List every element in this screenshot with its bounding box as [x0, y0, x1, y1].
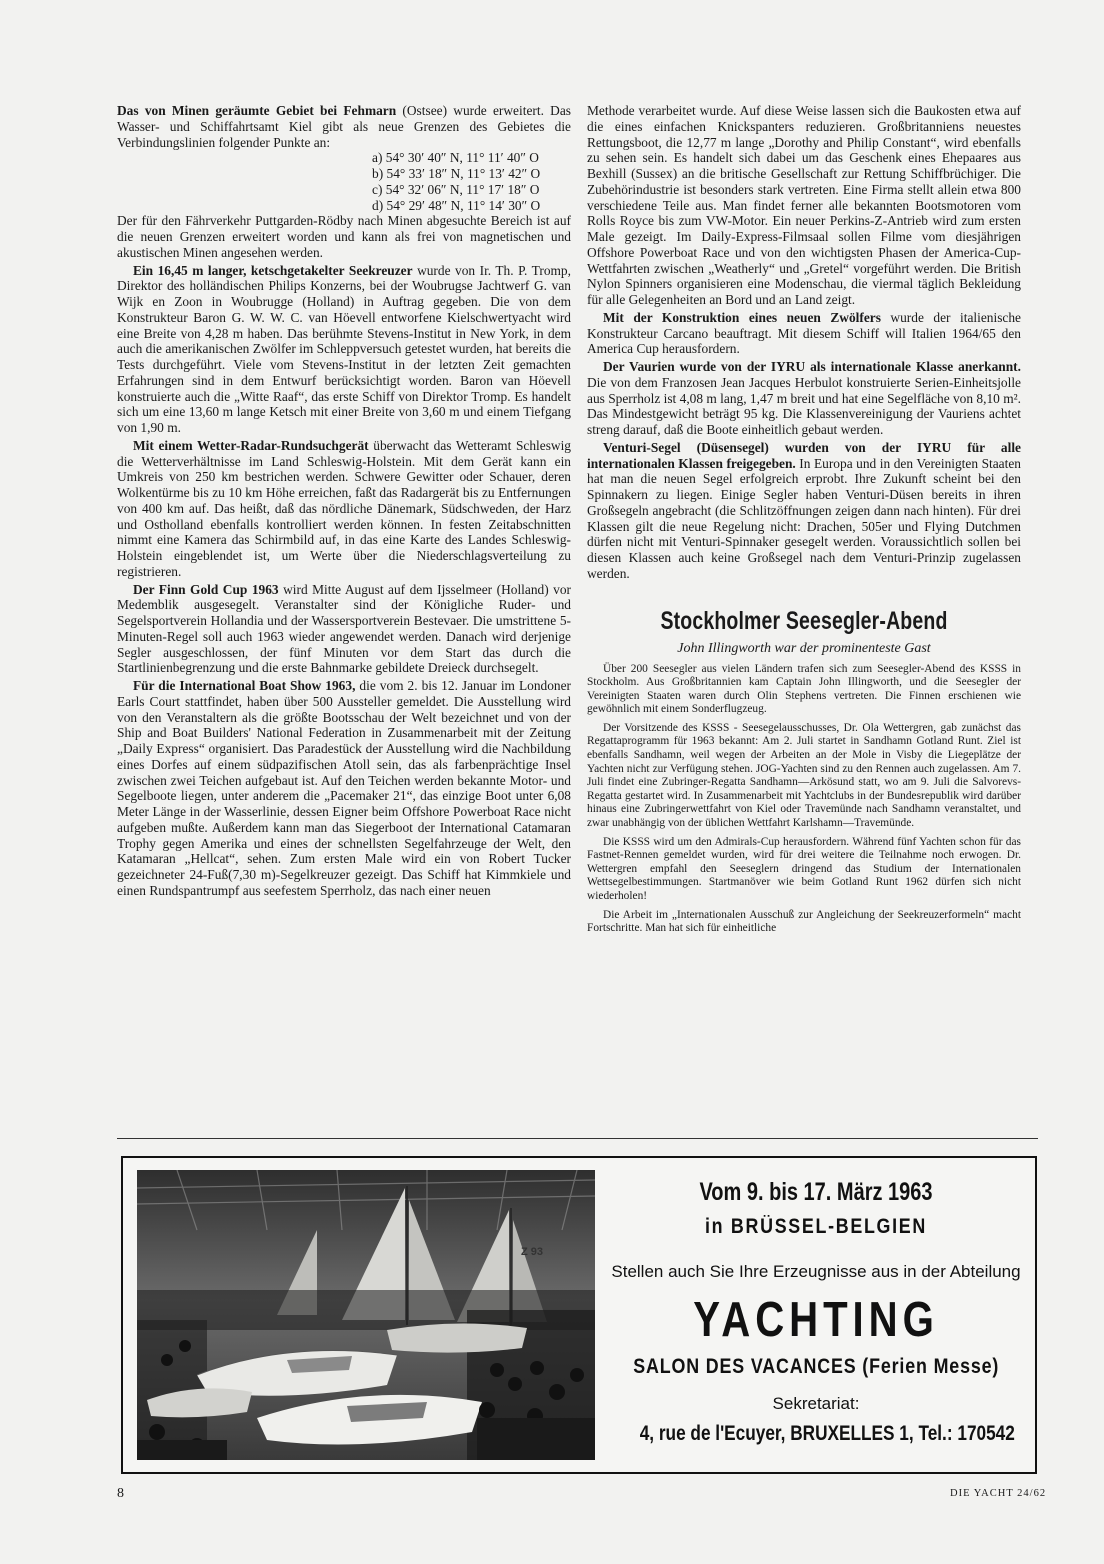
body-boat-show: die vom 2. bis 12. Januar im Londoner Earls Court stattfindet, haben über 500 Aussteller gemeldet. Die Ausstellung wird von den Veranstaltern als die größte Bootsschau der Welt bezeichnet und von der Ship and Boat Builders' National Federation in Zusammenarbeit mit der Zeitung „Daily Express“ organisiert. Das Paradestück der Ausstellung wird die Nachbildung eines Dorfes auf einem südpazifischen Atoll sein, das als farbenprächtige Insel zwischen zwei Teichen aufgebaut ist. Auf den Teichen werden bekannte Motor- und Segelboote liegen, unter anderem die „Pacemaker 21“, das einzige Boot unter 6,08 Meter Länge in der Wasserlinie, dessen Eigner beim Offshore Powerboat Race nicht aufgeben mußte. Außerdem kann man das Siegerboot der International Catamaran Trophy gegen Amerika und eines der schnellsten Segelfahrzeuge der Welt, den Katamaran „Hellcat“, sehen. Zum ersten Male wird ein von Robert Tucker gezeichneter 24-Fuß(7,30 m)-Segelkreuzer gezeigt. Das Schiff hat Kimmkiele und einen Rundspantrumpf aus seefestem Sperrholz, das nach einer neuen — [117, 678, 572, 898]
body-venturi: In Europa und in den Vereinigten Staaten hat man die neuen Segel erfolgreich erprobt. Ihre Zukunft scheint bei den Spinnakern zu liegen. Einige Segler haben Venturi-Düsen bereits in ihren Großsegeln angebracht (die Schlitzöffnungen zeigen dann nach hinten). Für drei Klassen gilt die neue Regelung nicht: Drachen, 505er und Flying Dutchmen dürfen nicht mit Venturi-Spinnaker gesegelt werden. Voraussichtlich sollen bei diesen Klassen auch keine Großsegel nach dem Venturi-Prinzip zugelassen werden. — [587, 455, 1021, 581]
boat-show-photo-drawing — [137, 1170, 595, 1460]
sail-marking: Z 93 — [521, 1246, 544, 1258]
ad-brand: YACHTING — [693, 1293, 939, 1347]
paragraph-seekreuzer — [117, 263, 571, 436]
coordinate-d: d) 54° 29′ 48″ N, 11° 14′ 30″ O — [372, 197, 541, 213]
ad-invite: Stellen auch Sie Ihre Erzeugnisse aus in der Abteilung — [611, 1262, 1021, 1281]
ad-secretariat-label: Sekretariat: — [772, 1394, 860, 1413]
article-paragraph: Die KSSS wird um den Admirals-Cup herausfordern. Während fünf Yachten schon für das Fastnet-Rennen gemeldet wurden, wird für drei weitere die Teilnahme noch erwogen. Dr. Wettergren empfahl den Seeseglern dringend das Studium der Internationalen Wettsegelbestimmungen. Startmanöver wie beim Gotland Runt 1962 dürfen sich nicht wiederholen! — [587, 835, 1021, 902]
article-paragraph: Über 200 Seesegler aus vielen Ländern trafen sich zum Seesegler-Abend des KSSS in Stockholm. Aus Großbritannien kam Captain John Illingworth, und die Seesegler der Vereinigten Staaten waren durch Olin Stephens vertreten. Die Finnen erschienen wie gewöhnlich mit einem Sonderflugzeug. — [587, 662, 1021, 716]
lead-in-wetter-radar: Mit einem Wetter-Radar-Rundsuchgerät — [133, 437, 369, 453]
coordinate-list — [372, 150, 571, 213]
article-body — [587, 663, 1021, 936]
paragraph-vaurien — [587, 359, 1021, 438]
paragraph-venturi — [587, 440, 1021, 582]
paragraph-boat-show — [117, 678, 571, 899]
boat-show-photo — [137, 1170, 595, 1460]
body-wetter-radar: überwacht das Wetteramt Schleswig die Wetterverhältnisse im Land Schleswig-Holstein. Mit dem Gerät kann ein Umkreis von 250 km bestrichen werden. Schwere Gewitter oder Schauer, deren Wolkentürme bis zu 10 km Höhe erreichen, faßt das Radargerät bis zu Entfernungen von 400 km auf. Das heißt, daß das nördliche Dänemark, Südschweden, der Harz und Ostholland ebenfalls kontrolliert werden können. In festen Zeitabschnitten nimmt eine Kamera das Schirmbild auf, in das eine Karte des Landes Schleswig-Holstein eingeblendet ist, um Werte über die Niederschlagsverteilung zu registrieren. — [117, 437, 571, 579]
body-zwoelfer: wurde der italienische Konstrukteur Carcano beauftragt. Mit diesem Schiff will Italien 1964/65 den America Cup herausfordern. — [587, 309, 1021, 357]
paragraph-boat-show-continued: Methode verarbeitet wurde. Auf diese Weise lassen sich die Baukosten etwa auf die eines einfachen Knickspanters reduzieren. Großbritanniens neuestes Rettungsboot, die 12,77 m lange „Dorothy and Philip Constant“, wird ebenfalls zu sehen sein. Es handelt sich dabei um das Geschenk eines Ehepaares aus Bexhill (Sussex) an die britische Gesellschaft zur Rettung Schiffbrüchiger. Die Zubehörindustrie ist besonders stark vertreten. Eine Firma stellt allein etwa 800 verschiedene Teile aus. Man findet ferner alle bekannten Bootsmotoren vom Rolls Royce bis zum VW-Motor. Ein neuer Perkins-Z-Antrieb wird zum ersten Male gezeigt. Im Daily-Express-Filmsaal sollen Filme vom diesjährigen Offshore Powerboat Race und von den wichtigsten Phasen der America-Cup-Wettfahrten zwischen „Weatherly“ und „Gretel“ vorgeführt werden. Die British Nylon Spinners organisieren eine Modenschau, die viermal täglich Bekleidung für alle Gelegenheiten an Bord und an Land zeigt. — [587, 103, 1021, 307]
paragraph-wetter-radar — [117, 438, 571, 580]
paragraph-faehrverkehr: Der für den Fährverkehr Puttgarden-Rödby nach Minen abgesuchte Bereich ist auf die neuen Grenzen erweitert worden und kann als frei von magnetischen und akustischen Minen angesehen werden. — [117, 213, 571, 260]
body-seekreuzer: wurde von Ir. Th. P. Tromp, Direktor des holländischen Philips Konzerns, bei der Woubrugse Jachtwerf G. van Wijk en Zoon in Woubrugge (Holland) in Auftrag gegeben. Die von dem Konstrukteur Baron G. W. W. C. van Höevell entworfene Kielschwertyacht wird eine Breite von 4,28 m haben. Das berühmte Stevens-Institut in New York, in dem auch die amerikanischen Zwölfer im Schleppversuch getestet wurden, hat bereits die Tests durchgeführt. Viele vom Stevens-Institut in der letzten Zeit gemachten Erfahrungen sind in dem Entwurf berücksichtigt worden. Baron van Höevell konstruierte auch die „Witte Raaf“, das erste Schiff von Direktor Tromp. Es handelt sich um eine 13,60 m lange Ketsch mit einer Breite von 3,60 m und einem Tiefgang von 1,90 m. — [117, 262, 572, 435]
article-paragraph: Die Arbeit im „Internationalen Ausschuß zur Angleichung der Seekreuzerformeln“ macht Fortschritte. Man hat sich für einheitliche — [587, 908, 1021, 935]
lead-in-seekreuzer: Ein 16,45 m langer, ketschgetakelter Seekreuzer — [133, 262, 413, 278]
lead-in-zwoelfer: Mit der Konstruktion eines neuen Zwölfers — [603, 309, 881, 325]
lead-in-fehmarn: Das von Minen geräumte Gebiet bei Fehmarn — [117, 103, 397, 118]
magazine-footer: DIE YACHT 24/62 — [950, 1488, 1047, 1499]
ad-salon: SALON DES VACANCES (Ferien Messe) — [633, 1355, 1000, 1378]
article-paragraph: Der Vorsitzende des KSSS - Seesegelausschusses, Dr. Ola Wettergren, gab zunächst das Regattaprogramm für 1963 bekannt: Am 2. Juli startet in Sandhamn Gotland Runt. Ziel ist ebenfalls Sandhamn, weil wegen der Arbeiten an der Mole in Visby die Liegeplätze der Yachten nicht zur Verfügung stehen. JOG-Yachten sind zu den Rennen auch zugelassen. Am 7. Juli findet eine Zubringer-Regatta Sandhamn—Arkösund statt, wo am 9. Juli die Salvorevs-Regatta gestartet wird. In Zusammenarbeit mit Yachtclubs in der Bundesrepublik wird darüber hinaus eine Zubringerwettfahrt von Kiel oder Travemünde nach Sandhamn veranstaltet, und zwar unabhängig von der üblichen Wettfahrt Karlshamn—Travemünde. — [587, 721, 1021, 830]
page-number: 8 — [117, 1486, 124, 1501]
right-column — [587, 103, 1021, 936]
lead-in-venturi: Venturi-Segel (Düsensegel) wurden von der IYRU für alle internationalen Klassen freigegeben. — [587, 439, 1021, 471]
lead-in-finn-gold-cup: Der Finn Gold Cup 1963 — [133, 581, 279, 597]
ad-date: Vom 9. bis 17. März 1963 — [699, 1178, 933, 1206]
lead-in-vaurien: Der Vaurien wurde von der IYRU als internationale Klasse anerkannt. — [603, 359, 1021, 374]
advertisement-text — [601, 1170, 1031, 1460]
lead-in-boat-show: Für die International Boat Show 1963, — [133, 678, 356, 693]
left-column — [117, 103, 571, 899]
advertisement — [121, 1156, 1037, 1474]
paragraph-fehmarn — [117, 103, 571, 150]
body-fehmarn: (Ostsee) wurde erweitert. Das Wasser- und Schiffahrtsamt Kiel gibt als neue Grenzen des Gebietes die Verbindungslinien folgender Punkte an: — [117, 103, 571, 150]
coordinate-c: c) 54° 32′ 06″ N, 11° 17′ 18″ O — [372, 181, 540, 197]
body-vaurien: Die von dem Franzosen Jean Jacques Herbulot konstruierte Serien-Einheitsjolle aus Sperrholz ist 4,08 m lang, 1,47 m breit und hat eine Segelfläche von 8,10 m². Das Mindestgewicht beträgt 95 kg. Die Klassenvereinigung der Vauriens achtet streng darauf, daß die Boote einheitlich gebaut werden. — [587, 374, 1021, 437]
paragraph-zwoelfer — [587, 310, 1021, 357]
paragraph-finn-gold-cup — [117, 582, 571, 677]
advertisement-top-rule — [117, 1138, 1038, 1139]
coordinate-a: a) 54° 30′ 40″ N, 11° 11′ 40″ O — [372, 150, 539, 166]
ad-location: in BRÜSSEL-BELGIEN — [704, 1215, 928, 1238]
coordinate-b: b) 54° 33′ 18″ N, 11° 13′ 42″ O — [372, 166, 541, 181]
ad-address: 4, rue de l'Ecuyer, BRUXELLES 1, Tel.: 170542 — [639, 1422, 1015, 1445]
article-headline: Stockholmer Seesegler-Abend — [660, 606, 948, 635]
article-subtitle: John Illingworth war der prominenteste Gast — [677, 640, 931, 656]
body-finn-gold-cup: wird Mitte August auf dem Ijsselmeer (Holland) vor Medemblik ausgesegelt. Veranstalter sind der Königliche Ruder- und Segelsportverein Hollandia und der Wassersportverein Bestevaer. Die umstrittene 5-Minuten-Regel soll auch 1963 wieder angewendet werden. Danach wird derjenige Segler ausgeschlossen, der fünf Minuten vor dem Start das durch die Startlinienbegrenzung und die erste Bahnmarke gebildete Dreieck durchsegelt. — [117, 581, 571, 676]
